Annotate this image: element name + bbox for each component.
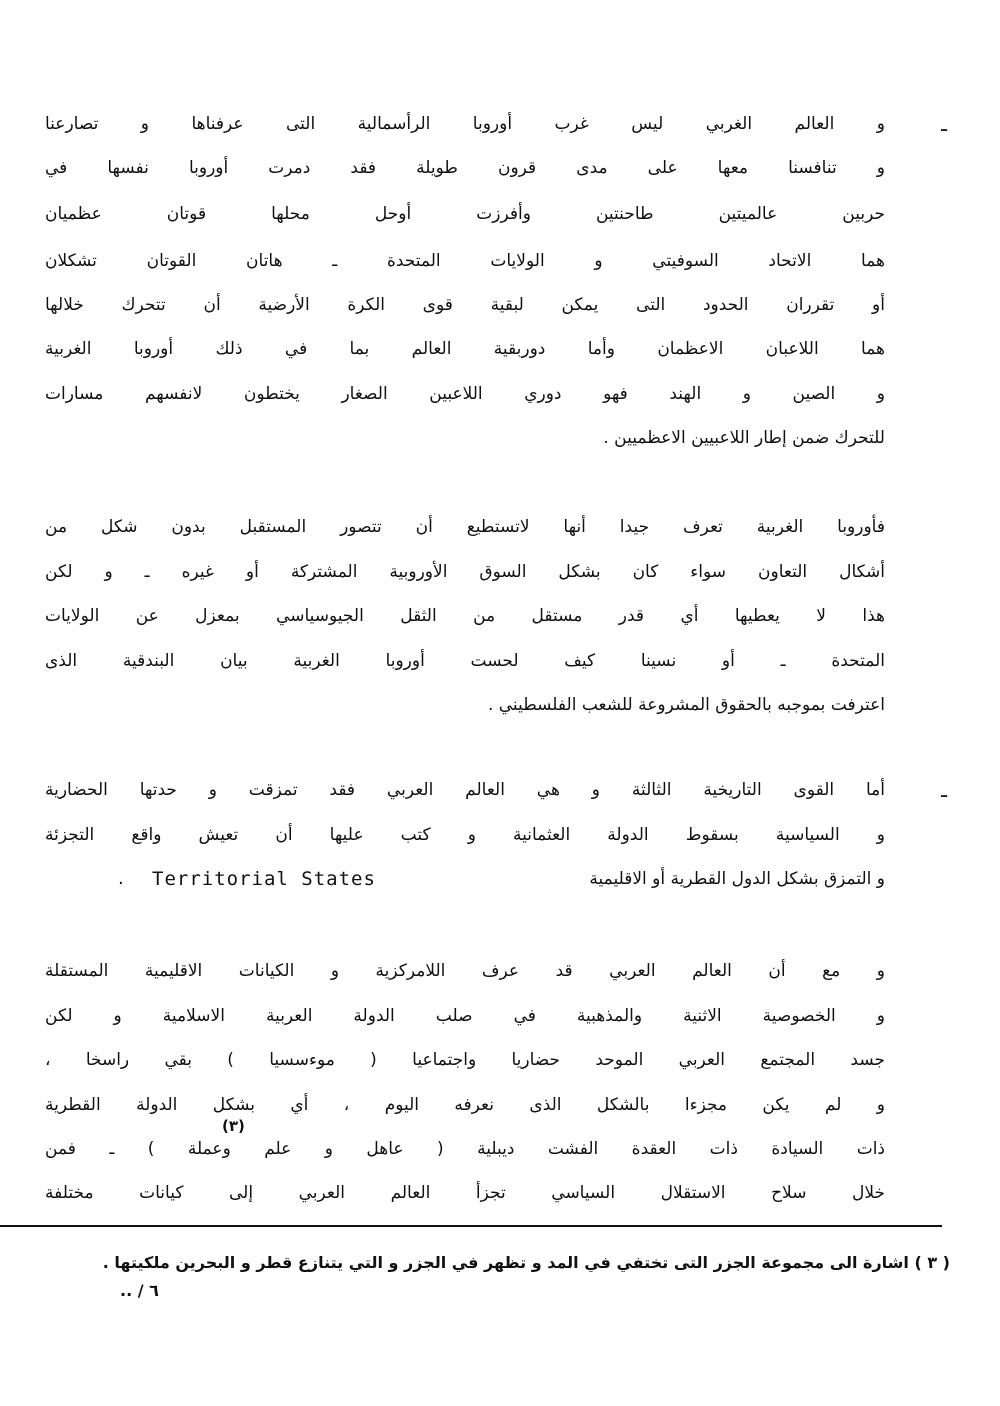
territorial-states-term: Territorial States xyxy=(152,868,376,890)
p3-line-1: أما القوى التاريخية الثالثة و هي العالم العربي فقد تمزقت و حدتها الحضارية xyxy=(45,780,885,800)
p2-line-2: أشكال التعاون سواء كان بشكل السوق الأوروبية المشتركة أو غيره ـ و لكن xyxy=(45,562,885,582)
p3-line-3: و التمزق بشكل الدول القطرية أو الاقليمية xyxy=(589,869,885,889)
p2-line-4: المتحدة ـ أو نسينا كيف لحست أوروبا الغربية بيان البندقية الذى xyxy=(45,651,885,671)
p1-line-5: أو تقرران الحدود التى يمكن لبقية قوى الكرة الأرضية أن تتحرك خلالها xyxy=(45,295,885,315)
p1-line-1: و العالم الغربي ليس غرب أوروبا الرأسمالية التى عرفناها و تصارعنا xyxy=(45,114,885,134)
p1-line-3: حربين عالميتين طاحنتين وأفرزت أوحل محلها قوتان عظميان xyxy=(45,204,885,224)
footnote-divider xyxy=(0,1225,942,1227)
p4-line-4: و لم يكن مجزءا بالشكل الذى نعرفه اليوم ، أي بشكل الدولة القطرية xyxy=(45,1095,885,1115)
paragraph-1-dash: ـ xyxy=(941,112,947,136)
p2-line-1: فأوروبا الغربية تعرف جيدا أنها لاتستطيع أن تتصور المستقبل بدون شكل من xyxy=(45,517,885,537)
p1-line-8: للتحرك ضمن إطار اللاعبيين الاعظميين . xyxy=(603,428,885,448)
p4-line-5: ذات السيادة ذات العقدة الفشت ديبلية ( عاهل و علم وعملة ) ـ فمن xyxy=(45,1139,885,1159)
p3-end-period: . xyxy=(118,868,124,889)
p2-line-3: هذا لا يعطيها أي قدر مستقل من الثقل الجيوسياسي بمعزل عن الولايات xyxy=(45,606,885,626)
footnote-reference: (٣) xyxy=(222,1117,245,1135)
p4-line-6: خلال سلاح الاستقلال السياسي تجزأ العالم العربي إلى كيانات مختلفة xyxy=(45,1183,885,1203)
p4-line-1: و مع أن العالم العربي قد عرف اللامركزية و الكيانات الاقليمية المستقلة xyxy=(45,961,885,981)
p3-line-2: و السياسية بسقوط الدولة العثمانية و كتب عليها أن تعيش واقع التجزئة xyxy=(45,825,885,845)
p1-line-2: و تنافسنا معها على مدى قرون طويلة فقد دمرت أوروبا نفسها في xyxy=(45,158,885,178)
p1-line-6: هما اللاعبان الاعظمان وأما دوربقية العالم بما في ذلك أوروبا الغربية xyxy=(45,339,885,359)
footnote-text: ( ٣ ) اشارة الى مجموعة الجزر التى تختفي في المد و تظهر في الجزر و التي يتنازع قطر و البحرين ملكيتها . xyxy=(102,1253,950,1272)
p1-line-7: و الصين و الهند فهو دوري اللاعبين الصغار يختطون لانفسهم مسارات xyxy=(45,384,885,404)
p4-line-3: جسد المجتمع العربي الموحد حضاريا واجتماعيا ( موءسسيا ) بقي راسخا ، xyxy=(45,1050,885,1070)
page-marker: ٦ / .. xyxy=(120,1281,159,1300)
p4-line-2: و الخصوصية الاثنية والمذهبية في صلب الدولة العربية الاسلامية و لكن xyxy=(45,1006,885,1026)
paragraph-3-dash: ـ xyxy=(941,778,947,802)
p1-line-4: هما الاتحاد السوفيتي و الولايات المتحدة ـ هاتان القوتان تشكلان xyxy=(45,251,885,271)
p2-line-5: اعترفت بموجبه بالحقوق المشروعة للشعب الفلسطيني . xyxy=(487,695,885,715)
